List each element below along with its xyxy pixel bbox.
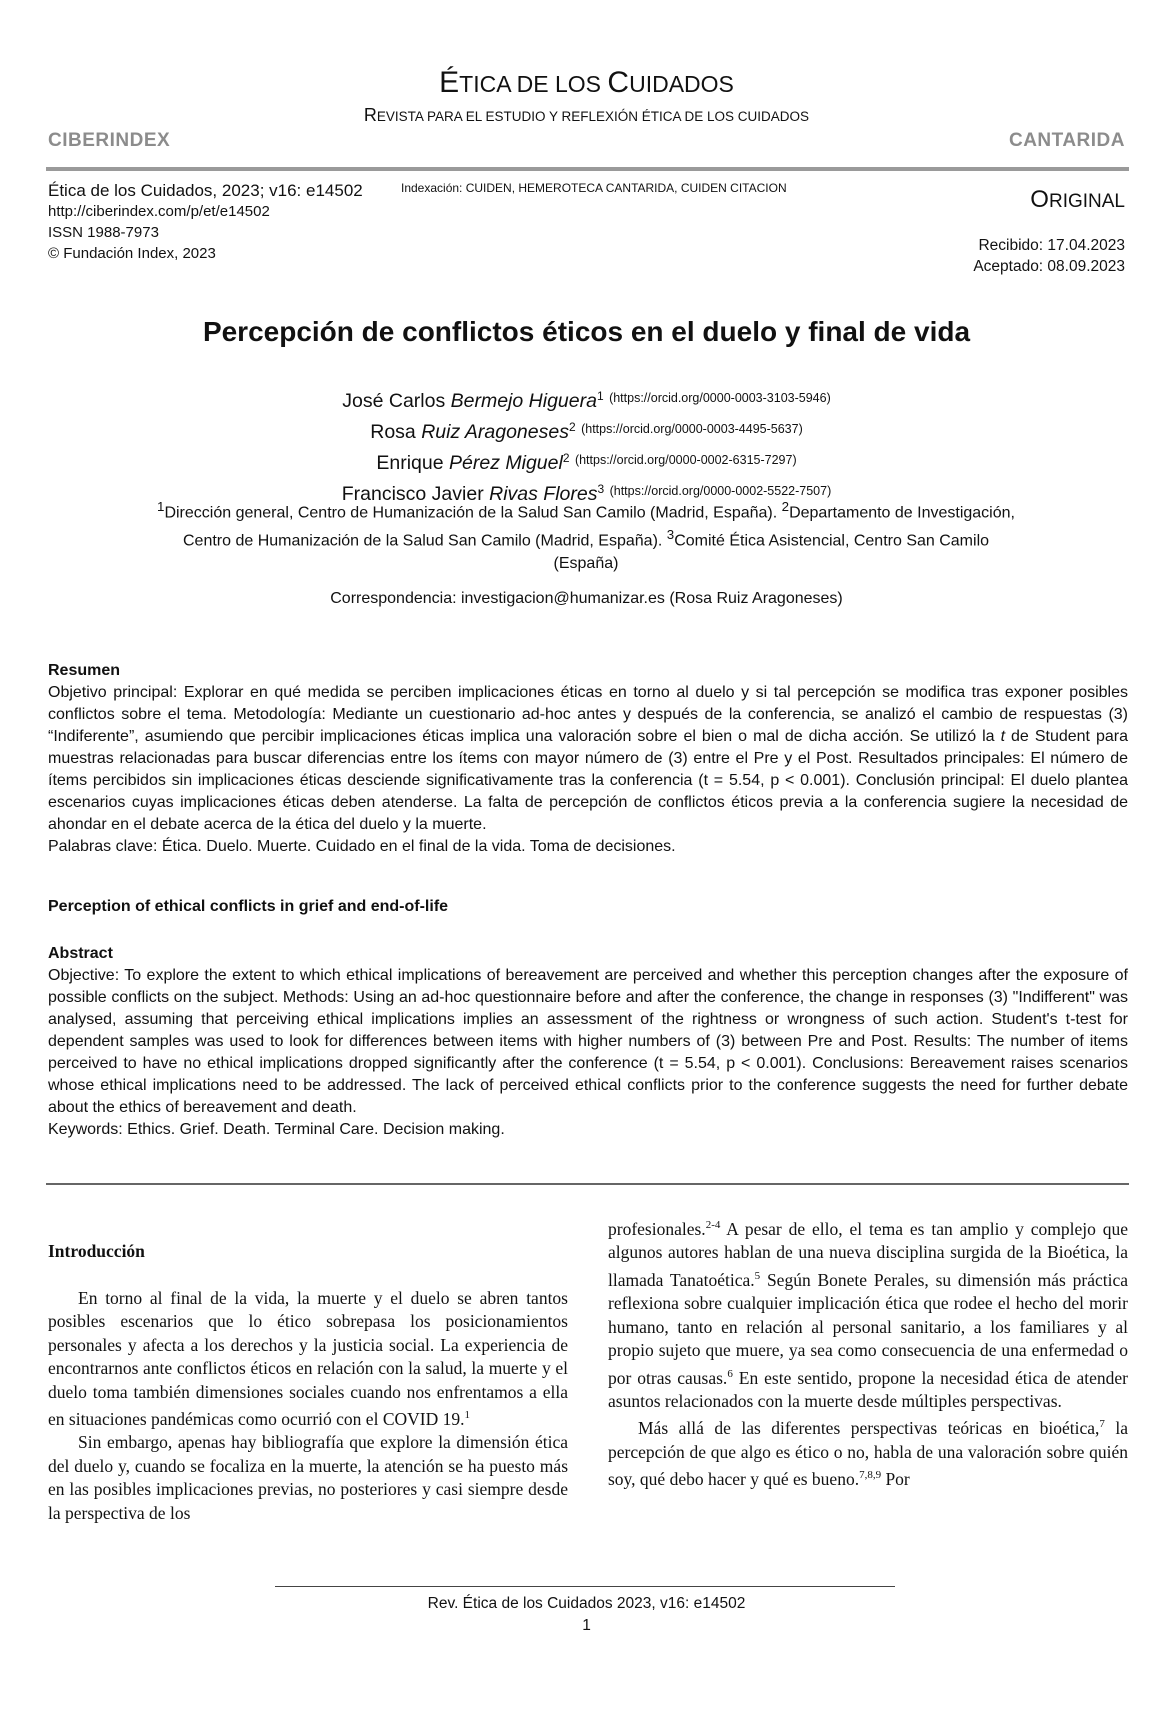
reference-mark: 7 <box>1099 1418 1105 1431</box>
abstract-section <box>48 943 1128 1141</box>
body-text: Más allá de las diferentes perspectivas teóricas en bioética, <box>638 1418 1100 1439</box>
affiliation: Dirección general, Centro de Humanización de la Salud San Camilo (Madrid, España). <box>164 504 782 522</box>
correspondence: Correspondencia: investigacion@humanizar.es (Rosa Ruiz Aragoneses) <box>330 590 843 607</box>
reference-mark: 1 <box>464 1409 470 1421</box>
journal-title <box>0 66 1173 100</box>
intro-heading: Introducción <box>48 1241 145 1261</box>
affiliation-mark: 1 <box>157 499 165 514</box>
resumen-heading: Resumen <box>48 662 121 679</box>
author-given: Francisco Javier <box>341 483 490 505</box>
issn: ISSN 1988-7973 <box>48 224 159 241</box>
footer-citation: Rev. Ética de los Cuidados 2023, v16: e14502 <box>427 1595 746 1612</box>
journal-title-part: TICA DE LOS <box>459 71 608 97</box>
author-family: Bermejo Higuera <box>450 390 597 412</box>
resumen-text-part: Objetivo principal: Explorar en qué medida se perciben implicaciones éticas en torno al duelo y si tal percepción se modifica tras exponer posibles conflictos sobre el tema. Metodología: Mediante un cuestionario ad-hoc antes y después de la conferencia, se analizó el cambio de respuestas (3) “Indiferente”, asumiendo que percibir implicaciones éticas implica una valoración sobre el bien o mal de dicha acción. Se utilizó la <box>48 684 1128 745</box>
author-given: Enrique <box>376 452 450 474</box>
author-family: Rivas Flores <box>489 483 598 505</box>
dates <box>973 235 1125 277</box>
orcid-link[interactable]: (https://orcid.org/0000-0003-4495-5637) <box>581 422 803 436</box>
affiliation: Comité Ética Asistencial, Centro San Camilo (España) <box>553 532 990 572</box>
page-number: 1 <box>582 1617 591 1634</box>
affiliations <box>150 496 1022 575</box>
affiliation: Departamento de Investigación, Centro de Humanización de la Salud San Camilo (Madrid, España). <box>182 504 1015 550</box>
orcid-link[interactable]: (https://orcid.org/0000-0002-5522-7507) <box>609 484 832 498</box>
article-url[interactable]: http://ciberindex.com/p/et/e14502 <box>48 203 270 220</box>
article-type-initial: O <box>1030 186 1049 213</box>
footer <box>0 1593 1173 1637</box>
author-affiliation-mark: 3 <box>597 482 605 496</box>
journal-title-initial: C <box>607 66 630 99</box>
body-text: Por <box>881 1469 910 1490</box>
footer-divider <box>275 1586 895 1587</box>
body-text: En torno al final de la vida, la muerte y el duelo se abren tantos posibles escenarios que lo ético sobrepasa los posicionamientos personales y afecta a los derechos y la justicia social. La experiencia de encontrarnos ante conflictos éticos en relación con la salud, la muerte y el duelo toma también dimensiones sociales cuando nos enfrentamos a ella en situaciones pandémicas como ocurrió con el COVID 19. <box>48 1287 568 1429</box>
body-column-right <box>608 1214 1128 1492</box>
body-paragraph <box>608 1214 1128 1413</box>
body-column-left <box>48 1240 568 1525</box>
reference-mark: 5 <box>754 1269 761 1282</box>
affiliation-mark: 3 <box>666 527 675 543</box>
resumen-text <box>48 682 1128 836</box>
resumen-text-part: de Student para muestras relacionadas para buscar diferencias entre los ítems con mayor número de (3) entre el Pre y el Post. Resultados principales: El número de ítems percibidos sin implicaciones éticas desciende significativamente tras la conferencia (t = 5.54, p < 0.001). Conclusión principal: El duelo plantea escenarios cuyas implicaciones éticas deben atenderse. La falta de percepción de conflictos éticos previa a la conferencia sugiere la necesidad de ahondar en el debate acerca de la ética del duelo y la muerte. <box>48 728 1129 833</box>
author-family: Ruiz Aragoneses <box>421 421 569 443</box>
author-list <box>0 383 1173 507</box>
indexing: Indexación: CUIDEN, HEMEROTECA CANTARIDA, CUIDEN CITACION <box>401 181 787 195</box>
article-type <box>1030 186 1125 214</box>
author <box>0 445 1173 476</box>
resumen-section <box>48 660 1128 858</box>
journal-subtitle <box>0 105 1173 126</box>
affiliation-mark: 2 <box>781 499 790 514</box>
body-paragraph <box>48 1287 568 1432</box>
reference-mark: 6 <box>727 1367 733 1380</box>
author-given: Rosa <box>370 421 422 443</box>
author-affiliation-mark: 2 <box>568 420 576 434</box>
article-type-rest: RIGINAL <box>1048 191 1125 212</box>
author-family: Pérez Miguel <box>449 452 563 474</box>
abstract-keywords: Keywords: Ethics. Grief. Death. Terminal Care. Decision making. <box>48 1121 505 1138</box>
author-affiliation-mark: 1 <box>596 389 604 403</box>
brand-ciberindex: CIBERINDEX <box>48 130 171 151</box>
received-date: Recibido: 17.04.2023 <box>978 237 1125 254</box>
author <box>0 414 1173 445</box>
resumen-text-italic: t <box>1000 728 1006 745</box>
body-text: la percepción de que algo es ético o no, habla de una valoración sobre quién soy, qué debo hacer y qué es bueno. <box>608 1418 1128 1490</box>
journal-subtitle-initial: R <box>363 105 377 125</box>
author-affiliation-mark: 2 <box>562 451 570 465</box>
journal-title-initial: É <box>439 66 460 99</box>
abstract-heading: Abstract <box>48 945 113 962</box>
author <box>0 383 1173 414</box>
citation-block <box>48 180 363 264</box>
orcid-link[interactable]: (https://orcid.org/0000-0003-3103-5946) <box>609 391 831 405</box>
abstract-divider <box>46 1183 1129 1185</box>
brand-cantarida: CANTARIDA <box>1008 130 1125 151</box>
reference-mark: 2-4 <box>705 1219 721 1231</box>
body-text: Según Bonete Perales, su dimensión más práctica reflexiona sobre cualquier implicación ética que rodee el hecho del morir humano, tanto en relación al personal sanitario, a los familiares y al propio sujeto que muere, ya sea como consecuencia de una enfermedad o por otras causas. <box>608 1269 1128 1388</box>
journal-subtitle-text: EVISTA PARA EL ESTUDIO Y REFLEXIÓN ÉTICA DE LOS CUIDADOS <box>376 109 810 124</box>
author-given: José Carlos <box>342 390 451 412</box>
body-text: profesionales. <box>608 1218 706 1239</box>
accepted-date: Aceptado: 08.09.2023 <box>973 258 1125 275</box>
body-text: A pesar de ello, el tema es tan amplio y complejo que algunos autores hablan de una nueva disciplina surgida de la Bioética, la llamada Tanatoética. <box>608 1218 1128 1290</box>
reference-mark: 7,8,9 <box>859 1469 882 1482</box>
body-text: En este sentido, propone la necesidad ética de atender asuntos relacionados con la muerte desde múltiples perspectivas. <box>608 1367 1128 1411</box>
article-title: Percepción de conflictos éticos en el duelo y final de vida <box>202 316 971 347</box>
copyright: © Fundación Index, 2023 <box>48 245 216 262</box>
header-divider <box>46 167 1129 171</box>
abstract-text: Objective: To explore the extent to which ethical implications of bereavement are perceived and whether this perception changes after the exposure of possible conflicts on the subject. Methods: Using an ad-hoc questionnaire before and after the conference, the change in responses (3) "Indifferent" was analysed, assuming that perceiving ethical implications implies an assessment of the rightness or wrongness of such action. Student's t-test for dependent samples was used to look for differences between items with higher numbers of (3) between Pre and Post. Results: The number of items perceived to have no ethical implications dropped significantly after the conference (t = 5.54, p < 0.001). Conclusions: Bereavement raises scenarios whose ethical implications need to be addressed. The lack of perceived ethical conflicts prior to the conference suggests the need for further debate about the ethics of bereavement and death. <box>48 967 1128 1116</box>
journal-title-part: UIDADOS <box>629 71 734 97</box>
body-paragraph: Sin embargo, apenas hay bibliografía que explore la dimensión ética del duelo y, cuando se focaliza en la muerte, la atención se ha puesto más en las posibles implicaciones previas, no posteriores y casi siempre desde la perspectiva de los <box>48 1432 568 1523</box>
resumen-keywords: Palabras clave: Ética. Duelo. Muerte. Cuidado en el final de la vida. Toma de decisiones. <box>48 838 676 855</box>
english-title: Perception of ethical conflicts in grief and end-of-life <box>48 898 449 915</box>
body-paragraph <box>608 1413 1128 1491</box>
citation: Ética de los Cuidados, 2023; v16: e14502 <box>48 181 363 200</box>
orcid-link[interactable]: (https://orcid.org/0000-0002-6315-7297) <box>574 453 797 467</box>
